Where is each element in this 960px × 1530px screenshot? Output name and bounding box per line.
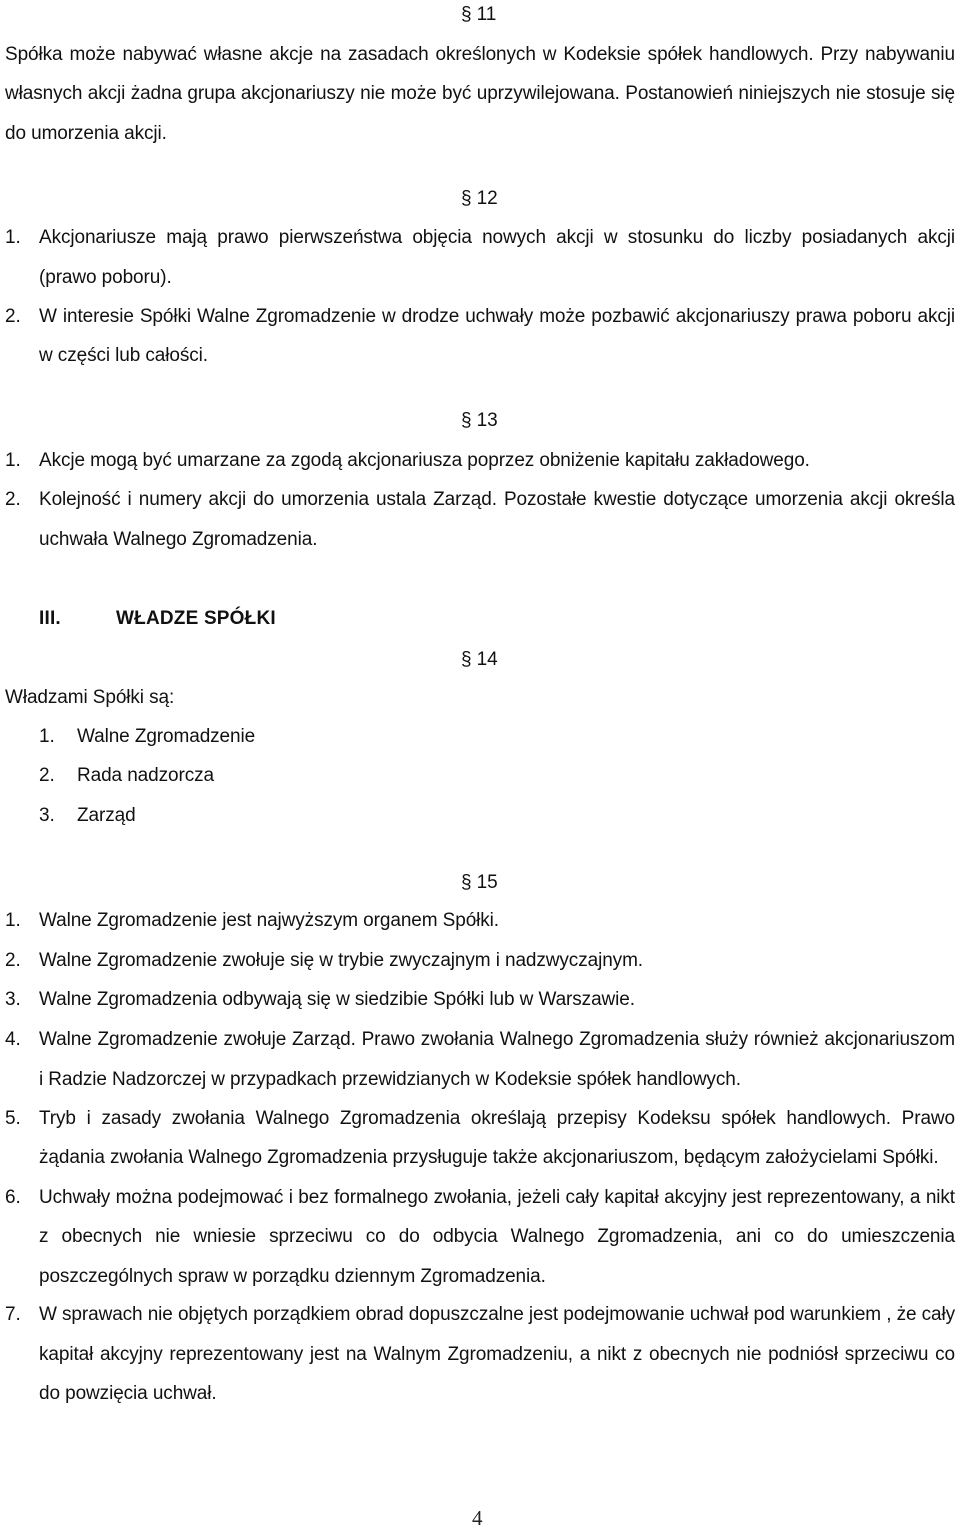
- list-item-line: Kolejność i numery akcji do umorzenia ustala Zarząd. Pozostałe kwestie dotyczące umorzenia akcji określa: [39, 489, 955, 510]
- paragraph-line: własnych akcji żadna grupa akcjonariuszy nie może być uprzywilejowana. Postanowień niniejszych nie stosuje się: [5, 83, 955, 104]
- list-item-line: W sprawach nie objętych porządkiem obrad dopuszczalne jest podejmowanie uchwał pod warunkiem , że cały: [39, 1304, 956, 1325]
- list-item: Zarząd: [77, 805, 136, 826]
- list-item-line: Walne Zgromadzenie zwołuje Zarząd. Prawo zwołania Walnego Zgromadzenia służy również akcjonariuszom: [39, 1029, 955, 1050]
- list-item-line: poszczególnych spraw w porządku dziennym Zgromadzenia.: [39, 1266, 546, 1287]
- section-mark-11: § 11: [461, 4, 497, 25]
- list-number: 2.: [5, 306, 21, 327]
- list-item-line: w części lub całości.: [39, 345, 208, 366]
- list-item-line: Akcjonariusze mają prawo pierwszeństwa objęcia nowych akcji w stosunku do liczby posiadanych akcji: [39, 227, 955, 248]
- paragraph-line: Spółka może nabywać własne akcje na zasadach określonych w Kodeksie spółek handlowych. Przy nabywaniu: [5, 44, 955, 65]
- list-item-line: kapitał akcyjny reprezentowany jest na Walnym Zgromadzeniu, a nikt z obecnych nie podniósł sprzeciwu co: [39, 1344, 955, 1365]
- list-item: Walne Zgromadzenie: [77, 726, 256, 747]
- list-item-line: żądania zwołania Walnego Zgromadzenia przysługuje także akcjonariuszom, będącym założycielami Spółki.: [39, 1147, 939, 1168]
- section-mark-12: § 12: [461, 188, 498, 209]
- list-number: 4.: [5, 1029, 21, 1050]
- list-number: 3.: [39, 805, 55, 826]
- list-item-line: Tryb i zasady zwołania Walnego Zgromadzenia określają przepisy Kodeksu spółek handlowych. Prawo: [39, 1108, 955, 1129]
- list-item: Rada nadzorcza: [77, 765, 214, 786]
- list-number: 1.: [5, 227, 21, 248]
- list-number: 2.: [5, 489, 21, 510]
- list-number: 7.: [5, 1304, 21, 1325]
- list-item-line: do powzięcia uchwał.: [39, 1383, 217, 1404]
- list-intro: Władzami Spółki są:: [5, 687, 175, 708]
- list-item-line: z obecnych nie wniesie sprzeciwu co do odbycia Walnego Zgromadzenia, ani co do umieszczenia: [39, 1226, 955, 1247]
- list-item-line: Uchwały można podejmować i bez formalnego zwołania, jeżeli cały kapitał akcyjny jest reprezentowany, a nikt: [39, 1187, 955, 1208]
- list-number: 3.: [5, 989, 21, 1010]
- list-number: 2.: [39, 765, 55, 786]
- list-item-line: i Radzie Nadzorczej w przypadkach przewidzianych w Kodeksie spółek handlowych.: [39, 1069, 741, 1090]
- section-mark-14: § 14: [461, 649, 498, 670]
- list-item-line: W interesie Spółki Walne Zgromadzenie w drodze uchwały może pozbawić akcjonariuszy prawa poboru akcji: [39, 306, 955, 327]
- paragraph-line: do umorzenia akcji.: [5, 123, 167, 144]
- section-mark-13: § 13: [461, 410, 498, 431]
- list-item-line: uchwała Walnego Zgromadzenia.: [39, 529, 318, 550]
- list-number: 6.: [5, 1187, 21, 1208]
- list-number: 2.: [5, 950, 21, 971]
- list-number: 1.: [5, 910, 21, 931]
- list-number: 5.: [5, 1108, 21, 1129]
- chapter-number: III.: [39, 608, 61, 629]
- list-item-line: Walne Zgromadzenia odbywają się w siedzibie Spółki lub w Warszawie.: [39, 989, 635, 1010]
- chapter-title: WŁADZE SPÓŁKI: [116, 608, 276, 629]
- page-number: 4: [472, 1506, 483, 1530]
- list-item-line: Walne Zgromadzenie jest najwyższym organem Spółki.: [39, 910, 499, 931]
- list-number: 1.: [5, 450, 21, 471]
- list-item-line: Walne Zgromadzenie zwołuje się w trybie zwyczajnym i nadzwyczajnym.: [39, 950, 643, 971]
- list-number: 1.: [39, 726, 55, 747]
- list-item-line: Akcje mogą być umarzane za zgodą akcjonariusza poprzez obniżenie kapitału zakładowego.: [39, 450, 810, 471]
- section-mark-15: § 15: [461, 872, 498, 893]
- list-item-line: (prawo poboru).: [39, 267, 172, 288]
